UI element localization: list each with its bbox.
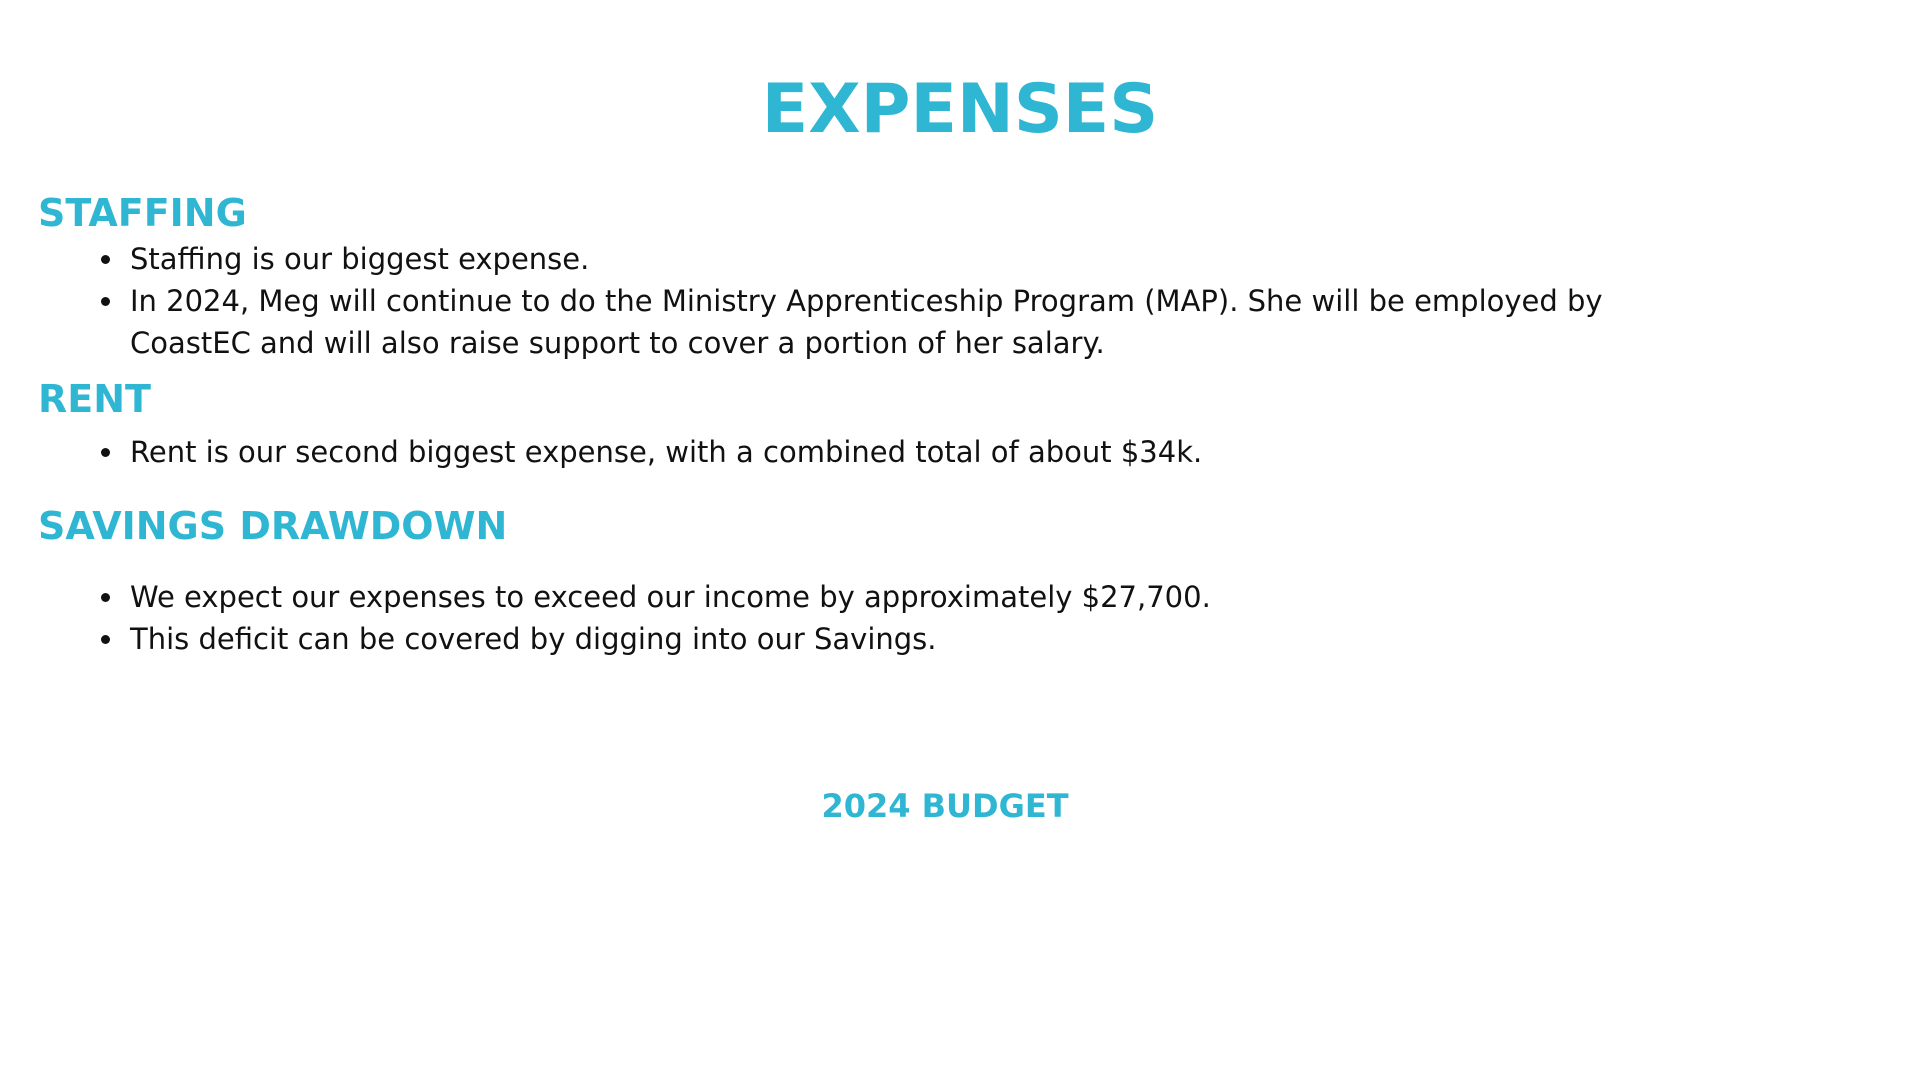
list-item: Rent is our second biggest expense, with a combined total of about $34k. xyxy=(130,431,1730,473)
section-heading-rent: RENT xyxy=(38,377,151,421)
section-heading-savings-drawdown: SAVINGS DRAWDOWN xyxy=(38,504,508,548)
page-title: EXPENSES xyxy=(761,70,1159,149)
section-heading-staffing: STAFFING xyxy=(38,191,247,235)
list-item: In 2024, Meg will continue to do the Ministry Apprenticeship Program (MAP). She will be employed by CoastEC and will also raise support to cover a portion of her salary. xyxy=(130,280,1730,364)
bullet-list-staffing xyxy=(0,238,1920,364)
list-item: Staffing is our biggest expense. xyxy=(130,238,1730,280)
list-item: We expect our expenses to exceed our income by approximately $27,700. xyxy=(130,576,1730,618)
bullet-list-savings-drawdown xyxy=(0,576,1920,660)
bullet-list-rent xyxy=(0,431,1920,473)
list-item: This deficit can be covered by digging into our Savings. xyxy=(130,618,1730,660)
footer-label: 2024 BUDGET xyxy=(821,787,1069,825)
